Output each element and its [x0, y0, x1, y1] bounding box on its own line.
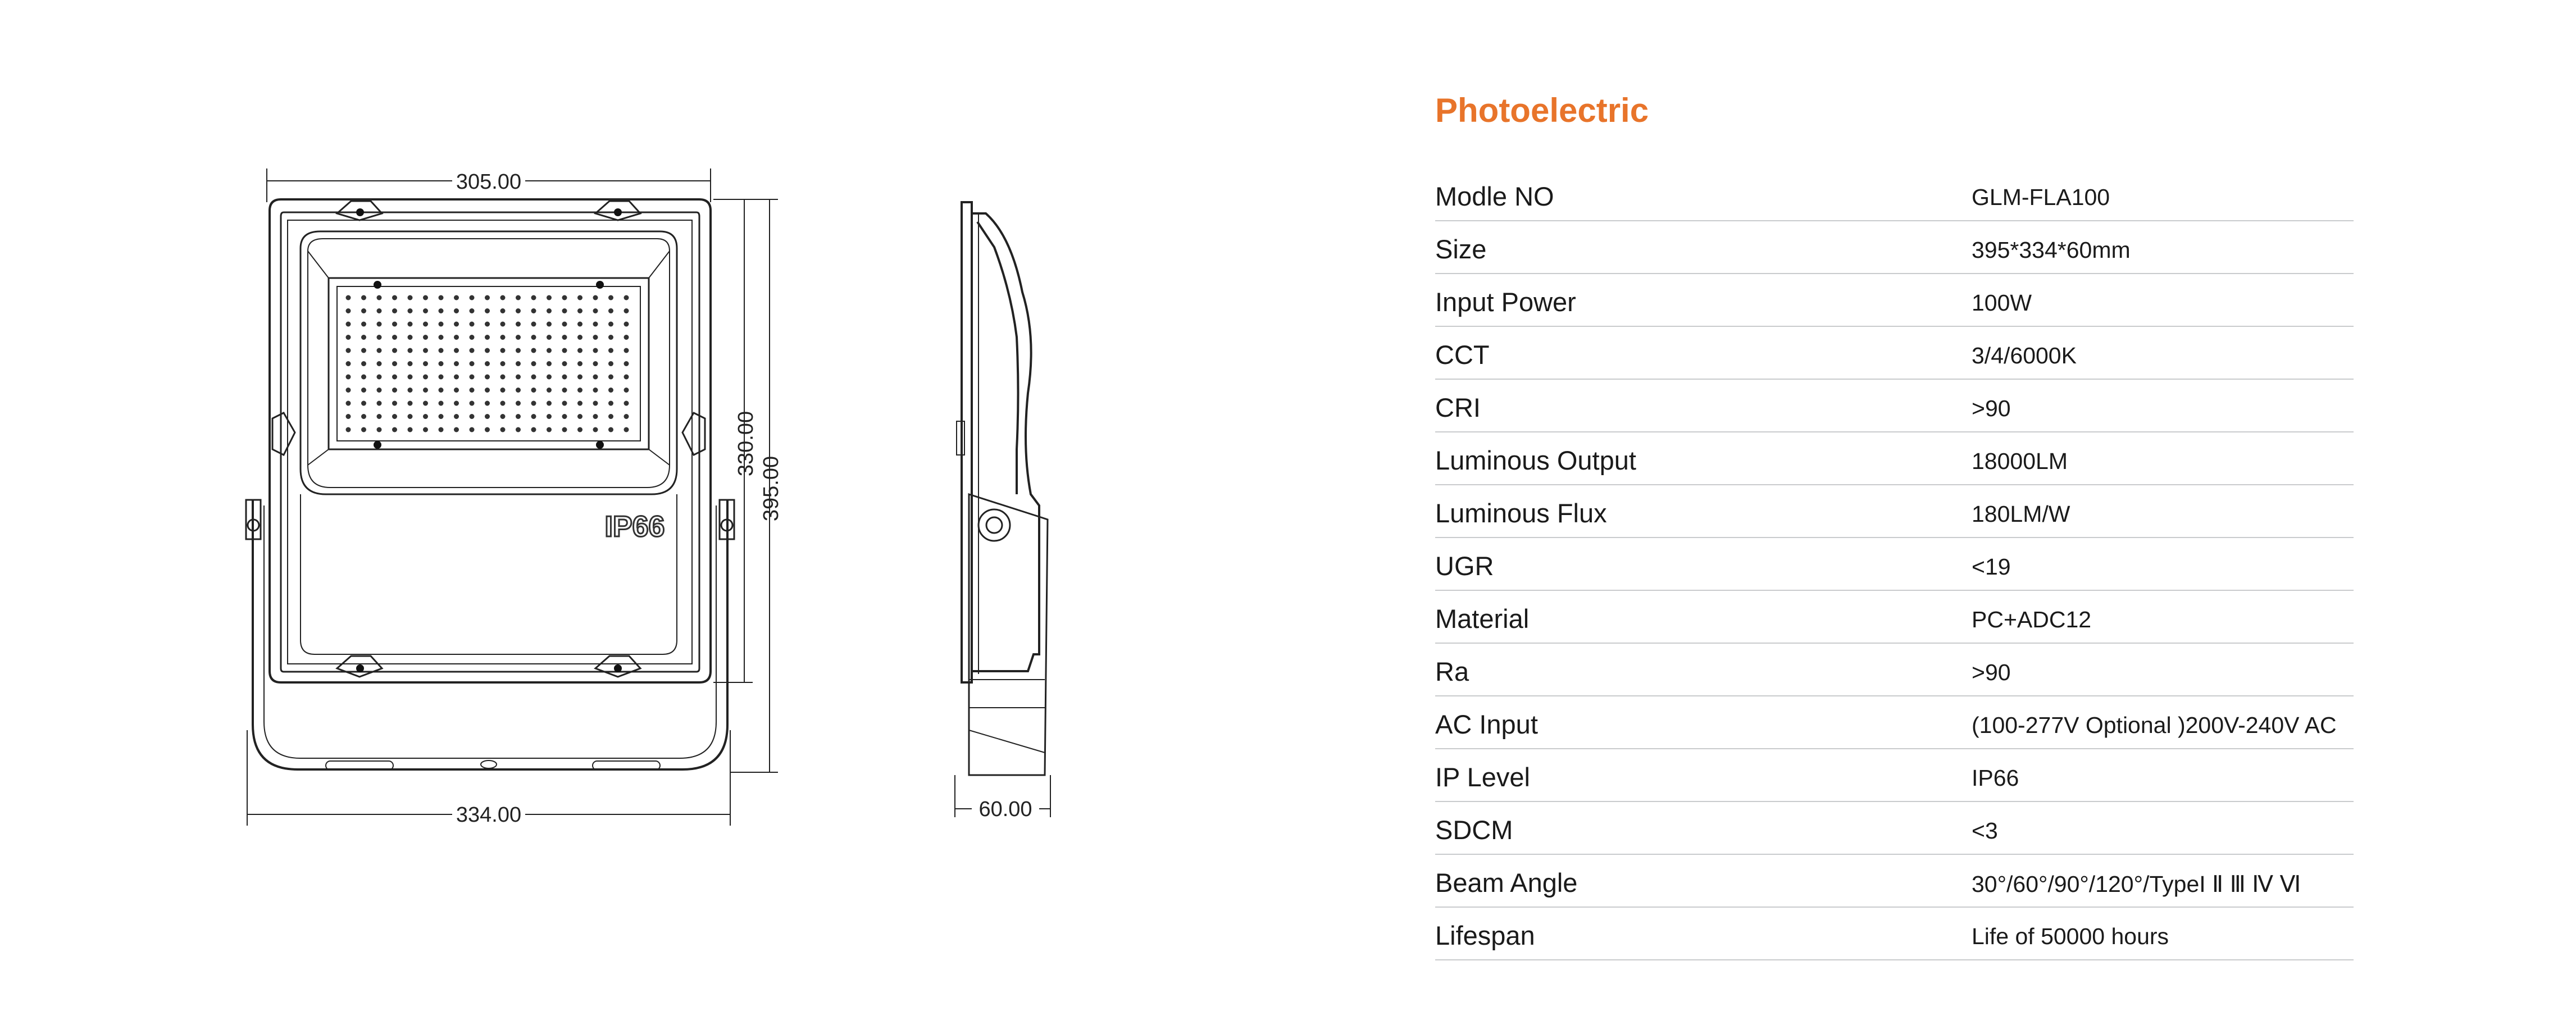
led-dot	[346, 401, 351, 406]
dim-outer-height: 395.00	[759, 455, 783, 522]
led-dot	[470, 322, 475, 327]
led-dot	[624, 375, 629, 380]
led-dot	[454, 308, 459, 313]
led-dot	[577, 348, 582, 353]
led-dot	[377, 427, 382, 432]
led-dot	[423, 322, 428, 327]
dim-top-width: 305.00	[456, 170, 522, 194]
led-dot	[531, 335, 536, 340]
led-dot	[624, 322, 629, 327]
led-dot	[377, 388, 382, 393]
led-dot	[408, 361, 413, 366]
led-dot	[377, 295, 382, 300]
spec-value: (100-277V Optional )200V-240V AC	[1972, 712, 2337, 738]
spec-row	[1435, 696, 2354, 749]
spec-title: Photoelectric	[1435, 92, 1649, 129]
led-dot	[577, 388, 582, 393]
led-dot	[377, 401, 382, 406]
led-dot	[392, 348, 397, 353]
dim-bottom-width: 334.00	[456, 803, 522, 827]
led-dot	[500, 414, 506, 419]
led-dot	[608, 308, 613, 313]
led-dot	[346, 295, 351, 300]
led-dot	[531, 308, 536, 313]
led-dot	[547, 401, 552, 406]
led-dot	[408, 295, 413, 300]
led-dot	[624, 308, 629, 313]
spec-label: Beam Angle	[1435, 868, 1578, 898]
led-dot	[593, 401, 598, 406]
led-dot	[608, 322, 613, 327]
led-dot	[470, 401, 475, 406]
led-dot	[439, 375, 444, 380]
spec-value: 3/4/6000K	[1972, 343, 2077, 368]
led-dot	[485, 295, 490, 300]
spec-label: AC Input	[1435, 709, 1538, 739]
led-dot	[516, 361, 521, 366]
led-dot	[593, 414, 598, 419]
led-dot	[361, 414, 366, 419]
led-dot	[500, 335, 506, 340]
led-dot	[516, 348, 521, 353]
spec-row	[1435, 485, 2354, 538]
led-dot	[562, 361, 567, 366]
spec-label: Input Power	[1435, 287, 1576, 317]
spec-value: <19	[1972, 554, 2011, 580]
led-dot	[516, 414, 521, 419]
led-dot	[516, 295, 521, 300]
led-dot	[485, 361, 490, 366]
led-dot	[531, 348, 536, 353]
led-dot	[500, 295, 506, 300]
led-dot	[392, 427, 397, 432]
led-dot	[346, 427, 351, 432]
spec-label: Ra	[1435, 657, 1469, 686]
led-dot	[454, 295, 459, 300]
spec-row	[1435, 432, 2354, 485]
led-dot	[516, 375, 521, 380]
led-dot	[547, 308, 552, 313]
technical-drawing	[0, 0, 1123, 1034]
dim-inner-height: 330.00	[734, 411, 758, 477]
spec-label: Size	[1435, 234, 1487, 264]
led-dot	[547, 427, 552, 432]
led-dot	[408, 414, 413, 419]
led-dot	[577, 427, 582, 432]
spec-label: UGR	[1435, 551, 1494, 581]
led-dot	[392, 361, 397, 366]
led-dot	[608, 335, 613, 340]
led-dot	[392, 308, 397, 313]
led-dot	[608, 388, 613, 393]
spec-label: Luminous Flux	[1435, 498, 1607, 528]
led-dot	[454, 375, 459, 380]
led-dot	[608, 414, 613, 419]
led-dot	[392, 375, 397, 380]
led-dot	[485, 388, 490, 393]
led-dot	[454, 361, 459, 366]
spec-row	[1435, 221, 2354, 274]
spec-value: GLM-FLA100	[1972, 184, 2110, 210]
led-dot	[408, 322, 413, 327]
spec-row	[1435, 802, 2354, 855]
led-dot	[593, 295, 598, 300]
led-dot	[423, 361, 428, 366]
spec-label: Luminous Output	[1435, 445, 1636, 475]
led-dot	[547, 335, 552, 340]
led-dot	[454, 414, 459, 419]
led-dot	[361, 335, 366, 340]
led-dot	[531, 322, 536, 327]
led-dot	[392, 401, 397, 406]
spec-value: 395*334*60mm	[1972, 237, 2131, 263]
led-dot	[439, 295, 444, 300]
led-dot	[593, 308, 598, 313]
led-dot	[423, 375, 428, 380]
spec-label: CRI	[1435, 393, 1481, 422]
led-dot	[608, 401, 613, 406]
led-dot	[624, 335, 629, 340]
led-dot	[593, 335, 598, 340]
led-dot	[516, 308, 521, 313]
spec-label: Modle NO	[1435, 181, 1554, 211]
led-dot	[377, 308, 382, 313]
spec-row	[1435, 380, 2354, 432]
dim-side-depth: 60.00	[978, 798, 1032, 821]
led-dot	[423, 414, 428, 419]
led-dot	[454, 427, 459, 432]
led-dot	[608, 348, 613, 353]
led-dot	[593, 348, 598, 353]
led-dot	[408, 401, 413, 406]
led-dot	[454, 322, 459, 327]
spec-label: Lifespan	[1435, 921, 1535, 950]
led-dot	[423, 388, 428, 393]
led-dot	[485, 401, 490, 406]
led-dot	[562, 308, 567, 313]
led-dot	[454, 401, 459, 406]
led-dot	[470, 335, 475, 340]
led-dot	[361, 308, 366, 313]
led-dot	[624, 295, 629, 300]
led-dot	[423, 401, 428, 406]
led-dot	[439, 322, 444, 327]
led-dot	[562, 375, 567, 380]
spec-label: SDCM	[1435, 815, 1513, 845]
led-dot	[408, 348, 413, 353]
led-dot	[577, 308, 582, 313]
spec-row	[1435, 274, 2354, 327]
led-dot	[516, 401, 521, 406]
led-dot	[454, 388, 459, 393]
front-view	[246, 168, 778, 826]
led-dot	[470, 308, 475, 313]
side-view	[955, 202, 1050, 817]
led-dot-grid	[346, 295, 629, 432]
spec-row	[1435, 538, 2354, 591]
led-dot	[485, 348, 490, 353]
led-dot	[624, 388, 629, 393]
led-dot	[593, 388, 598, 393]
led-dot	[531, 295, 536, 300]
spec-value: 100W	[1972, 290, 2032, 316]
led-dot	[547, 295, 552, 300]
spec-value: Life of 50000 hours	[1972, 923, 2169, 949]
led-dot	[423, 308, 428, 313]
led-dot	[593, 322, 598, 327]
led-dot	[562, 335, 567, 340]
led-dot	[624, 401, 629, 406]
led-dot	[516, 427, 521, 432]
led-dot	[346, 308, 351, 313]
led-dot	[500, 388, 506, 393]
led-dot	[547, 414, 552, 419]
led-dot	[562, 414, 567, 419]
led-dot	[439, 308, 444, 313]
led-dot	[593, 427, 598, 432]
led-dot	[624, 361, 629, 366]
led-dot	[361, 427, 366, 432]
led-dot	[593, 375, 598, 380]
led-dot	[361, 375, 366, 380]
led-dot	[408, 335, 413, 340]
led-dot	[470, 361, 475, 366]
led-dot	[392, 414, 397, 419]
led-dot	[408, 388, 413, 393]
led-dot	[470, 295, 475, 300]
led-dot	[608, 295, 613, 300]
led-dot	[624, 427, 629, 432]
led-dot	[454, 348, 459, 353]
ip-marking: IP66	[604, 511, 665, 543]
led-dot	[361, 295, 366, 300]
led-dot	[470, 414, 475, 419]
led-dot	[377, 322, 382, 327]
led-dot	[346, 388, 351, 393]
led-dot	[516, 322, 521, 327]
led-dot	[500, 308, 506, 313]
led-dot	[593, 361, 598, 366]
led-dot	[485, 335, 490, 340]
led-dot	[500, 361, 506, 366]
led-dot	[423, 295, 428, 300]
led-dot	[361, 388, 366, 393]
led-dot	[562, 295, 567, 300]
led-dot	[361, 361, 366, 366]
led-dot	[577, 375, 582, 380]
led-dot	[439, 388, 444, 393]
led-dot	[439, 361, 444, 366]
led-dot	[408, 375, 413, 380]
led-dot	[454, 335, 459, 340]
led-dot	[577, 295, 582, 300]
led-dot	[346, 322, 351, 327]
led-dot	[577, 361, 582, 366]
led-dot	[408, 308, 413, 313]
led-dot	[392, 335, 397, 340]
spec-row	[1435, 591, 2354, 644]
led-dot	[361, 348, 366, 353]
led-dot	[531, 375, 536, 380]
led-dot	[577, 414, 582, 419]
spec-row	[1435, 749, 2354, 802]
led-dot	[377, 375, 382, 380]
led-dot	[377, 361, 382, 366]
spec-value: >90	[1972, 395, 2011, 421]
led-dot	[562, 388, 567, 393]
led-dot	[624, 414, 629, 419]
led-dot	[562, 348, 567, 353]
led-dot	[346, 348, 351, 353]
spec-row	[1435, 327, 2354, 380]
led-dot	[361, 401, 366, 406]
led-dot	[562, 401, 567, 406]
spec-value: 180LM/W	[1972, 501, 2070, 527]
spec-value: 18000LM	[1972, 448, 2068, 474]
led-dot	[470, 375, 475, 380]
led-dot	[485, 322, 490, 327]
led-dot	[500, 427, 506, 432]
led-dot	[531, 427, 536, 432]
led-dot	[346, 375, 351, 380]
spec-row	[1435, 644, 2354, 696]
led-dot	[577, 335, 582, 340]
spec-value: >90	[1972, 659, 2011, 685]
led-dot	[470, 427, 475, 432]
led-dot	[423, 427, 428, 432]
led-dot	[608, 427, 613, 432]
spec-label: IP Level	[1435, 762, 1530, 792]
led-dot	[547, 348, 552, 353]
led-dot	[516, 388, 521, 393]
led-dot	[531, 401, 536, 406]
spec-value: 30°/60°/90°/120°/TypeI Ⅱ Ⅲ Ⅳ Ⅵ	[1972, 871, 2301, 897]
led-dot	[562, 322, 567, 327]
spec-row	[1435, 855, 2354, 908]
led-dot	[485, 308, 490, 313]
led-dot	[423, 335, 428, 340]
led-dot	[346, 361, 351, 366]
led-dot	[439, 401, 444, 406]
led-dot	[608, 361, 613, 366]
led-dot	[439, 427, 444, 432]
led-dot	[624, 348, 629, 353]
led-dot	[361, 322, 366, 327]
led-dot	[392, 295, 397, 300]
led-dot	[500, 375, 506, 380]
led-dot	[531, 388, 536, 393]
led-dot	[346, 414, 351, 419]
spec-label: Material	[1435, 604, 1530, 634]
spec-table	[1435, 168, 2354, 960]
led-dot	[577, 322, 582, 327]
led-dot	[377, 348, 382, 353]
led-dot	[392, 322, 397, 327]
spec-value: PC+ADC12	[1972, 607, 2092, 632]
led-dot	[439, 348, 444, 353]
led-dot	[547, 322, 552, 327]
led-dot	[439, 414, 444, 419]
led-dot	[470, 388, 475, 393]
led-dot	[500, 322, 506, 327]
led-dot	[547, 388, 552, 393]
led-dot	[485, 427, 490, 432]
led-dot	[531, 414, 536, 419]
spec-value: <3	[1972, 818, 1998, 844]
led-dot	[577, 401, 582, 406]
spec-row	[1435, 908, 2354, 960]
led-dot	[516, 335, 521, 340]
spec-row	[1435, 168, 2354, 221]
led-dot	[485, 414, 490, 419]
led-dot	[439, 335, 444, 340]
led-dot	[377, 335, 382, 340]
led-dot	[547, 375, 552, 380]
led-dot	[470, 348, 475, 353]
led-dot	[500, 348, 506, 353]
led-dot	[423, 348, 428, 353]
led-dot	[392, 388, 397, 393]
led-dot	[408, 427, 413, 432]
led-dot	[547, 361, 552, 366]
led-dot	[500, 401, 506, 406]
led-dot	[562, 427, 567, 432]
led-dot	[485, 375, 490, 380]
led-dot	[531, 361, 536, 366]
led-dot	[377, 414, 382, 419]
led-dot	[608, 375, 613, 380]
spec-value: IP66	[1972, 765, 2019, 791]
led-dot	[346, 335, 351, 340]
spec-label: CCT	[1435, 340, 1490, 370]
